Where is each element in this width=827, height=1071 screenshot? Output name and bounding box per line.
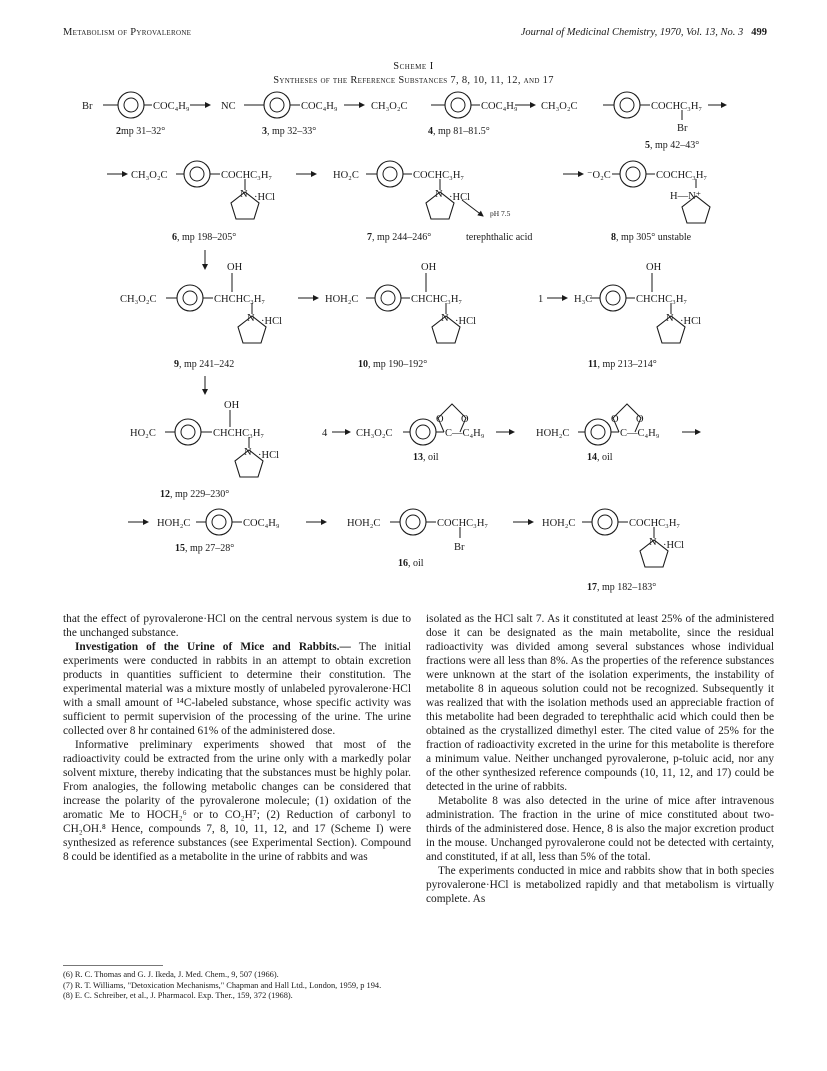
reagent-label: ·HCl (261, 316, 282, 327)
reagent-label: COC₄H₉ (153, 101, 190, 112)
reagent-label: C—C₄H₉ (620, 428, 660, 439)
reagent-label: CH₃O₂C (371, 101, 408, 112)
reagent-label: Br (82, 101, 93, 112)
running-title: Metabolism of Pyrovalerone (63, 27, 192, 38)
compound-label: 14, oil (587, 452, 613, 463)
reagent-label: ·HCl (258, 450, 279, 461)
compound-label: 13, oil (413, 452, 439, 463)
reagent-label: OH (646, 262, 662, 273)
reagent-label: N (240, 189, 248, 200)
reagent-label: O (436, 414, 444, 425)
compound-label: 7, mp 244–246° (367, 232, 432, 243)
reagent-label: N (247, 313, 255, 324)
scheme-subtitle: Syntheses of the Reference Substances 7, 8, 10, 11, 12, and 17 (273, 75, 554, 86)
reagent-label: COCHC₃H₇ (651, 101, 703, 112)
compound-label: 12, mp 229–230° (160, 489, 230, 500)
compound-label: 2mp 31–32° (116, 126, 166, 137)
reagent-label: NC (221, 101, 236, 112)
reagent-label: H—N⁺ (670, 191, 702, 202)
reagent-label: CH₃O₂C (356, 428, 393, 439)
footnotes (63, 970, 411, 1002)
reagent-label: OH (421, 262, 437, 273)
compound-label: 10, mp 190–192° (358, 359, 428, 370)
reagent-label: HO₂C (333, 170, 359, 181)
compound-label: 6, mp 198–205° (172, 232, 237, 243)
page-number: 499 (751, 27, 767, 38)
reagent-label: COCHC₃H₇ (629, 518, 681, 529)
reagent-label: HOH₂C (325, 294, 359, 305)
side-product-label: terephthalic acid (466, 232, 533, 243)
paragraph (63, 640, 411, 738)
paragraph: The experiments conducted in mice and rabbits show that in both species pyrovalerone·HCl is metabolized rapidly and that metabolism is virtually complete. As (426, 865, 774, 906)
compound-label: 11, mp 213–214° (588, 359, 657, 370)
reagent-label: ·HCl (449, 192, 470, 203)
reagent-label: HO₂C (130, 428, 156, 439)
right-column (426, 612, 774, 906)
reagent-label: COC₄H₉ (301, 101, 338, 112)
reagent-label: H₃C (574, 294, 593, 305)
paragraph: Informative preliminary experiments showed that most of the radioactivity could be extracted from the urine only with a markedly polar solvent mixture, thereby indicating that the substances must be highly polar. From analogies, the following metabolic changes can be considered that increase the polarity of the pyrovalerone molecule; (1) oxidation of the aromatic Me to HOCH₂⁶ or to CO₂H⁷; (2) Reduction of carbonyl to CH₂OH.⁸ Hence, compounds 7, 8, 10, 11, 12, and 17 (Scheme I) were synthesized as reference substances (see Experimental Section). Compound 8 could be identified as a metabolite in the urine of rabbits and was (63, 739, 411, 864)
reagent-label: C—C₄H₉ (445, 428, 485, 439)
reagent-label: CH₃O₂C (120, 294, 157, 305)
paragraph: that the effect of pyrovalerone·HCl on the central nervous system is due to the unchanged substance. (63, 613, 411, 640)
reagent-label: 1 (538, 294, 544, 305)
reagent-label: ·HCl (663, 540, 684, 551)
reagent-label: N (441, 313, 449, 324)
reagent-label: CH₃O₂C (541, 101, 578, 112)
compound-label: 9, mp 241–242 (174, 359, 235, 370)
compound-label: 16, oil (398, 558, 424, 569)
compound-label: 17, mp 182–183° (587, 582, 657, 593)
reagent-label: CHCHC₃H₇ (213, 428, 265, 439)
reagent-label: COCHC₃H₇ (656, 170, 708, 181)
reagent-label: OH (224, 400, 240, 411)
reagent-label: 4 (322, 428, 328, 439)
reagent-label: CHCHC₃H₇ (411, 294, 463, 305)
reagent-label: CH₃O₂C (131, 170, 168, 181)
footnote: (8) E. C. Schreiber, et al., J. Pharmacol. Exp. Ther., 159, 372 (1968). (63, 991, 293, 1001)
reagent-label: COCHC₃H₇ (437, 518, 489, 529)
reagent-label: ·HCl (680, 316, 701, 327)
reagent-label: HOH₂C (536, 428, 570, 439)
reagent-label: COC₄H₉ (243, 518, 280, 529)
reagent-label: O (611, 414, 619, 425)
scheme-title: Scheme I (393, 61, 434, 72)
footnote-rule (63, 965, 163, 966)
paragraph-text: The initial experiments were conducted in rabbits in an attempt to obtain excretion products in quantities sufficient to determine their constitution. The experimental material was a mixture mostly of unlabeled pyrovalerone·HCl with a small amount of ¹⁴C-labeled substance, whose specific activity was sufficient to permit supervision of the processing of the urine. The urine collected over 8 hr contained 61% of the administered dose. (63, 641, 411, 738)
reagent-label: ·HCl (455, 316, 476, 327)
compound-label: 15, mp 27–28° (175, 543, 235, 554)
left-column (63, 612, 411, 864)
reagent-label: CHCHC₃H₇ (214, 294, 266, 305)
reagent-label: N (649, 537, 657, 548)
reagent-label: O (461, 414, 469, 425)
reagent-label: Br (454, 542, 465, 553)
reagent-label: O (636, 414, 644, 425)
paragraph: isolated as the HCl salt 7. As it constituted at least 25% of the administered dose it can be designated as the main metabolite, since the residual radioactivity was divided among several substances whose individual fractions were all less than 8%. As the properties of the reference substances were unknown at the start of the isolation experiments, the instability of metabolite 8 in aqueous solution could not be recognized. Subsequently it was realized that with the isolation methods used an appreciable fraction of this metabolite had been degraded to terephthalic acid which could then be obtained as the crystallized dimethyl ester. The cited value of 25% for the fraction of radioactivity excreted in the urine for this metabolite is therefore a minimum value. Neither unchanged pyrovalerone, p-toluic acid, nor any of the other synthesized reference compounds (10, 11, 12, and 17) could be detected in the urine of rabbits. (426, 613, 774, 794)
reagent-label: OH (227, 262, 243, 273)
reagent-label: Br (677, 123, 688, 134)
reagent-label: HOH₂C (347, 518, 381, 529)
compound-label: 3, mp 32–33° (262, 126, 317, 137)
section-heading: Investigation of the Urine of Mice and Rabbits.— (75, 641, 351, 654)
compound-label: 8, mp 305° unstable (611, 232, 692, 243)
footnote: (6) R. C. Thomas and G. J. Ikeda, J. Med. Chem., 9, 507 (1966). (63, 970, 279, 979)
paragraph: Metabolite 8 was also detected in the urine of mice after intravenous administration. The fraction in the urine of mice constituted about two-thirds of the administered dose. Hence, 8 is also the major excretion product in the mouse. Unchanged pyrovalerone could not be detected with certainty, and constituted, if at all, less than 5% of the total. (426, 795, 774, 864)
reagent-label: COCHC₃H₇ (413, 170, 465, 181)
reagent-label: HOH₂C (542, 518, 576, 529)
compound-label: 4, mp 81–81.5° (428, 126, 490, 137)
reagent-label: N (666, 313, 674, 324)
compound-label: 5, mp 42–43° (645, 140, 700, 151)
journal-name: Journal of Medicinal Chemistry, 1970, Vol. 13, No. 3 (520, 27, 744, 38)
reagent-label: CHCHC₃H₇ (636, 294, 688, 305)
footnote: (7) R. T. Williams, "Detoxication Mechanisms," Chapman and Hall Ltd., London, 1959, p 194. (63, 980, 382, 990)
reagent-label: ⁻O₂C (587, 170, 611, 181)
reagent-label: COC₄H₉ (481, 101, 518, 112)
reagent-label: N (435, 189, 443, 200)
reagent-label: N (244, 447, 252, 458)
reagent-label: ·HCl (254, 192, 275, 203)
reagent-label: COCHC₃H₇ (221, 170, 273, 181)
condition-label: pH 7.5 (490, 209, 511, 218)
reagent-label: HOH₂C (157, 518, 191, 529)
